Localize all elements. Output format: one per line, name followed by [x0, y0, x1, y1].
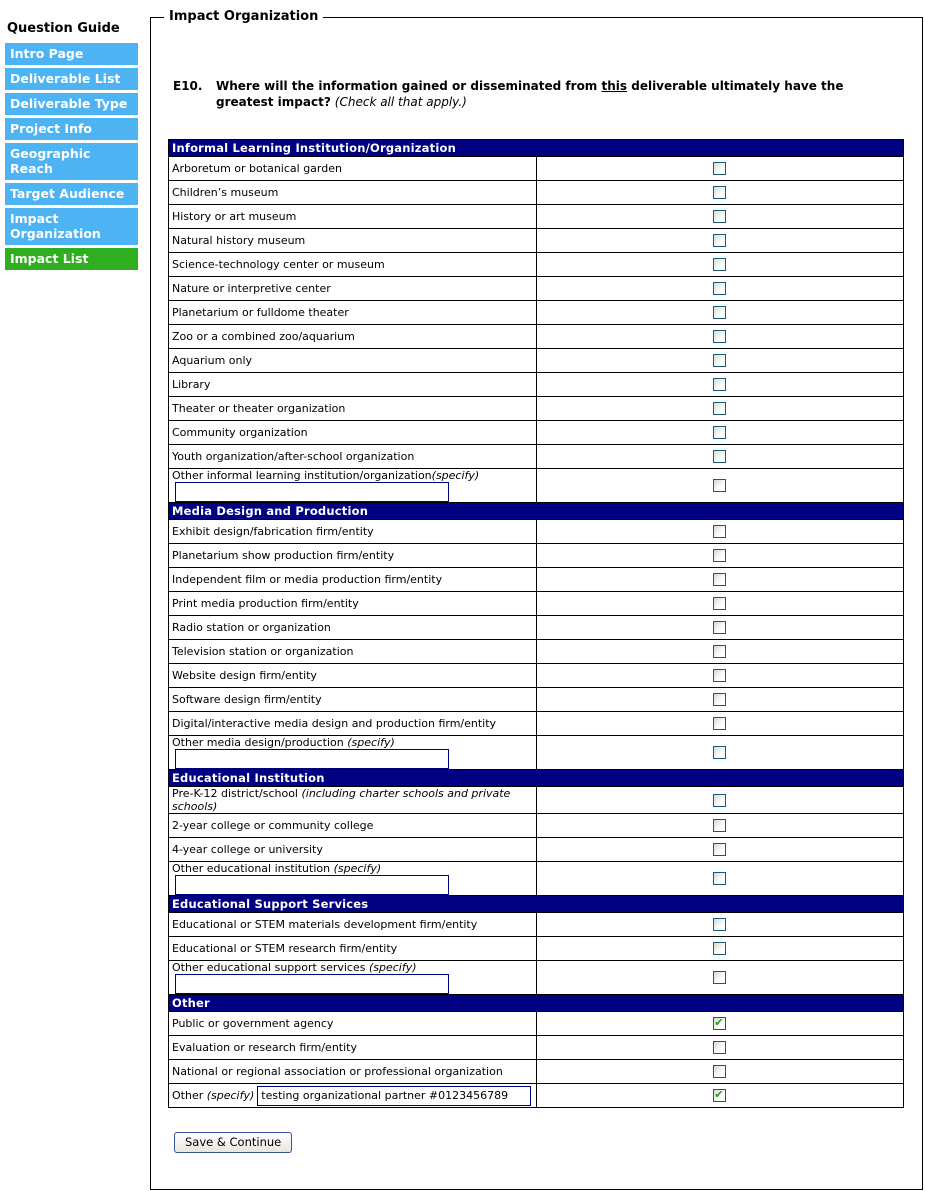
option-row: [169, 373, 904, 397]
checkbox-unchecked[interactable]: [713, 426, 726, 439]
option-label-cell: [169, 1036, 537, 1060]
option-checkbox-cell: [536, 1084, 904, 1108]
checkbox-unchecked[interactable]: [713, 402, 726, 415]
option-label: Planetarium show production firm/entity: [172, 549, 395, 562]
checkbox-unchecked[interactable]: [713, 354, 726, 367]
option-label: Pre-K-12 district/school: [172, 787, 298, 800]
option-label-cell: [169, 937, 537, 961]
option-checkbox-cell: [536, 520, 904, 544]
option-row: [169, 937, 904, 961]
sidebar-item-impact-list[interactable]: Impact List: [5, 248, 138, 270]
section-header: Informal Learning Institution/Organization: [169, 140, 904, 157]
option-checkbox-cell: [536, 913, 904, 937]
option-row: [169, 568, 904, 592]
option-checkbox-cell: [536, 1036, 904, 1060]
option-label-cell: [169, 712, 537, 736]
question-text: [216, 78, 894, 110]
option-row: [169, 229, 904, 253]
option-checkbox-cell: [536, 688, 904, 712]
option-label-cell: [169, 205, 537, 229]
option-label: Exhibit design/fabrication firm/entity: [172, 525, 374, 538]
option-checkbox-cell: [536, 814, 904, 838]
option-label-cell: [169, 814, 537, 838]
option-label: Community organization: [172, 426, 308, 439]
specify-input[interactable]: [175, 974, 449, 994]
option-row: [169, 1036, 904, 1060]
option-checkbox-cell: [536, 445, 904, 469]
option-checkbox-cell: [536, 469, 904, 503]
option-checkbox-cell: [536, 664, 904, 688]
option-checkbox-cell: [536, 568, 904, 592]
option-label: 2-year college or community college: [172, 819, 374, 832]
specify-input[interactable]: [175, 875, 449, 895]
option-label-cell: [169, 229, 537, 253]
option-checkbox-cell: [536, 349, 904, 373]
option-checkbox-cell: [536, 838, 904, 862]
option-row: [169, 688, 904, 712]
checkbox-unchecked[interactable]: [713, 450, 726, 463]
option-label: Print media production firm/entity: [172, 597, 359, 610]
question-e10: [173, 78, 894, 110]
option-checkbox-cell: [536, 181, 904, 205]
option-label: 4-year college or university: [172, 843, 323, 856]
option-label-cell: [169, 1060, 537, 1084]
option-label: Evaluation or research firm/entity: [172, 1041, 357, 1054]
option-row: [169, 520, 904, 544]
sidebar-item-target-audience[interactable]: Target Audience: [5, 183, 138, 205]
option-label: Independent film or media production firm/entity: [172, 573, 443, 586]
checkbox-unchecked[interactable]: [713, 971, 726, 984]
option-checkbox-cell: [536, 544, 904, 568]
option-label: Natural history museum: [172, 234, 306, 247]
checkbox-unchecked[interactable]: [713, 746, 726, 759]
section-header-row: [169, 770, 904, 787]
section-header: Educational Institution: [169, 770, 904, 787]
option-row: [169, 445, 904, 469]
option-checkbox-cell: [536, 712, 904, 736]
option-label: Other: [172, 1088, 204, 1102]
question-instruction: (Check all that apply.): [334, 95, 467, 109]
option-label-cell: [169, 664, 537, 688]
option-label-cell: [169, 277, 537, 301]
option-checkbox-cell: [536, 157, 904, 181]
option-note: (specify): [330, 862, 382, 875]
option-label-cell: [169, 397, 537, 421]
option-label: Other educational support services: [172, 961, 366, 974]
option-label: Children’s museum: [172, 186, 279, 199]
sidebar-item-project-info[interactable]: Project Info: [5, 118, 138, 140]
checkbox-checked[interactable]: [713, 1089, 726, 1102]
option-row: [169, 913, 904, 937]
section-header-row: [169, 140, 904, 157]
option-label-cell: [169, 592, 537, 616]
sidebar-item-intro-page[interactable]: Intro Page: [5, 43, 138, 65]
question-guide-sidebar: [5, 21, 138, 273]
option-label-cell: [169, 862, 537, 896]
option-label: Software design firm/entity: [172, 693, 322, 706]
option-checkbox-cell: [536, 301, 904, 325]
option-label-cell: [169, 838, 537, 862]
option-checkbox-cell: [536, 397, 904, 421]
option-row: [169, 616, 904, 640]
question-text-before: Where will the information gained or disseminated from: [216, 79, 602, 93]
option-checkbox-cell: [536, 592, 904, 616]
section-header-row: [169, 896, 904, 913]
option-checkbox-cell: [536, 616, 904, 640]
checkbox-unchecked[interactable]: [713, 918, 726, 931]
checkbox-unchecked[interactable]: [713, 330, 726, 343]
checkbox-unchecked[interactable]: [713, 525, 726, 538]
option-label: Theater or theater organization: [172, 402, 346, 415]
checkbox-unchecked[interactable]: [713, 819, 726, 832]
option-label: History or art museum: [172, 210, 297, 223]
section-header-row: [169, 503, 904, 520]
option-row: [169, 1084, 904, 1108]
save-continue-button[interactable]: Save & Continue: [174, 1132, 292, 1153]
option-label: Zoo or a combined zoo/aquarium: [172, 330, 355, 343]
option-row: [169, 325, 904, 349]
checkbox-unchecked[interactable]: [713, 234, 726, 247]
option-label: Library: [172, 378, 211, 391]
option-checkbox-cell: [536, 421, 904, 445]
option-row: [169, 814, 904, 838]
checkbox-unchecked[interactable]: [713, 942, 726, 955]
option-checkbox-cell: [536, 736, 904, 770]
option-label-cell: [169, 325, 537, 349]
option-label-cell: [169, 157, 537, 181]
checkbox-unchecked[interactable]: [713, 258, 726, 271]
option-label: Television station or organization: [172, 645, 354, 658]
option-note: (specify): [431, 469, 480, 482]
checkbox-unchecked[interactable]: [713, 306, 726, 319]
section-header-row: [169, 995, 904, 1012]
option-label-cell: [169, 1012, 537, 1036]
sidebar-nav: [5, 43, 138, 270]
option-label: Nature or interpretive center: [172, 282, 331, 295]
checkbox-unchecked[interactable]: [713, 693, 726, 706]
sidebar-item-deliverable-type[interactable]: Deliverable Type: [5, 93, 138, 115]
option-label-cell: [169, 421, 537, 445]
option-row: [169, 664, 904, 688]
checkbox-unchecked[interactable]: [713, 597, 726, 610]
option-checkbox-cell: [536, 277, 904, 301]
option-label-cell: [169, 301, 537, 325]
option-label-cell: [169, 253, 537, 277]
section-header: Educational Support Services: [169, 896, 904, 913]
option-row: [169, 349, 904, 373]
checkbox-unchecked[interactable]: [713, 1065, 726, 1078]
option-label-cell: [169, 469, 537, 503]
impact-table-body: [169, 140, 904, 1108]
option-label-cell: [169, 688, 537, 712]
option-row: [169, 1060, 904, 1084]
option-row: [169, 592, 904, 616]
question-text-after: deliverable ultimately have the greatest impact?: [216, 79, 844, 109]
option-note: (specify): [343, 736, 395, 749]
option-checkbox-cell: [536, 253, 904, 277]
option-row: [169, 961, 904, 995]
option-note: (including charter schools and private schools): [172, 787, 511, 813]
impact-table: [168, 139, 904, 1108]
option-row: [169, 838, 904, 862]
sidebar-item-geographic-reach[interactable]: Geographic Reach: [5, 143, 138, 180]
option-row: [169, 397, 904, 421]
specify-input[interactable]: [257, 1086, 531, 1106]
checkbox-checked[interactable]: [713, 1017, 726, 1030]
checkbox-unchecked[interactable]: [713, 378, 726, 391]
option-label-cell: [169, 568, 537, 592]
option-row: [169, 469, 904, 503]
panel-legend: Impact Organization: [164, 9, 323, 24]
section-header: Media Design and Production: [169, 503, 904, 520]
option-label: Other informal learning institution/organization: [172, 469, 432, 482]
option-label: Other media design/production: [172, 736, 344, 749]
option-checkbox-cell: [536, 325, 904, 349]
checkbox-unchecked[interactable]: [713, 186, 726, 199]
option-checkbox-cell: [536, 787, 904, 814]
option-label: Youth organization/after-school organization: [172, 450, 415, 463]
option-label-cell: [169, 349, 537, 373]
option-row: [169, 421, 904, 445]
option-label-cell: [169, 616, 537, 640]
option-label: Aquarium only: [172, 354, 253, 367]
option-label: Arboretum or botanical garden: [172, 162, 342, 175]
sidebar-item-deliverable-list[interactable]: Deliverable List: [5, 68, 138, 90]
option-checkbox-cell: [536, 1012, 904, 1036]
question-number: E10.: [173, 79, 203, 93]
option-checkbox-cell: [536, 205, 904, 229]
option-checkbox-cell: [536, 229, 904, 253]
option-label-cell: [169, 544, 537, 568]
option-label: Science-technology center or museum: [172, 258, 385, 271]
option-label: Other educational institution: [172, 862, 331, 875]
option-label: Public or government agency: [172, 1017, 334, 1030]
option-label: National or regional association or professional organization: [172, 1065, 503, 1078]
impact-organization-panel: [150, 9, 923, 1190]
checkbox-unchecked[interactable]: [713, 794, 726, 807]
section-header: Other: [169, 995, 904, 1012]
option-row: [169, 787, 904, 814]
option-label-cell: [169, 181, 537, 205]
option-label: Website design firm/entity: [172, 669, 317, 682]
option-row: [169, 712, 904, 736]
option-label: Planetarium or fulldome theater: [172, 306, 349, 319]
checkbox-unchecked[interactable]: [713, 669, 726, 682]
option-row: [169, 181, 904, 205]
option-row: [169, 736, 904, 770]
option-row: [169, 157, 904, 181]
option-label-cell: [169, 520, 537, 544]
option-label-cell: [169, 1084, 537, 1108]
option-checkbox-cell: [536, 937, 904, 961]
option-label-cell: [169, 736, 537, 770]
option-label-cell: [169, 787, 537, 814]
checkbox-unchecked[interactable]: [713, 162, 726, 175]
option-label-cell: [169, 961, 537, 995]
checkbox-unchecked[interactable]: [713, 573, 726, 586]
option-checkbox-cell: [536, 1060, 904, 1084]
option-note: (specify): [365, 961, 417, 974]
option-checkbox-cell: [536, 640, 904, 664]
specify-input[interactable]: [175, 482, 449, 502]
checkbox-unchecked[interactable]: [713, 621, 726, 634]
sidebar-item-impact-organization[interactable]: Impact Organization: [5, 208, 138, 245]
option-note: (specify): [203, 1088, 255, 1102]
option-label: Radio station or organization: [172, 621, 331, 634]
option-row: [169, 301, 904, 325]
option-label-cell: [169, 640, 537, 664]
option-label: Digital/interactive media design and production firm/entity: [172, 717, 497, 730]
sidebar-heading: Question Guide: [7, 21, 120, 36]
option-label: Educational or STEM materials development firm/entity: [172, 918, 478, 931]
checkbox-unchecked[interactable]: [713, 843, 726, 856]
question-underlined-word: this: [601, 79, 628, 93]
option-label-cell: [169, 373, 537, 397]
option-checkbox-cell: [536, 373, 904, 397]
option-label-cell: [169, 445, 537, 469]
checkbox-unchecked[interactable]: [713, 717, 726, 730]
option-label: Educational or STEM research firm/entity: [172, 942, 398, 955]
option-label-cell: [169, 913, 537, 937]
checkbox-unchecked[interactable]: [713, 645, 726, 658]
option-checkbox-cell: [536, 961, 904, 995]
option-checkbox-cell: [536, 862, 904, 896]
checkbox-unchecked[interactable]: [713, 479, 726, 492]
option-row: [169, 640, 904, 664]
checkbox-unchecked[interactable]: [713, 282, 726, 295]
checkbox-unchecked[interactable]: [713, 549, 726, 562]
option-row: [169, 205, 904, 229]
option-row: [169, 544, 904, 568]
specify-input[interactable]: [175, 749, 449, 769]
option-row: [169, 277, 904, 301]
checkbox-unchecked[interactable]: [713, 872, 726, 885]
checkbox-unchecked[interactable]: [713, 1041, 726, 1054]
option-row: [169, 862, 904, 896]
option-row: [169, 253, 904, 277]
option-row: [169, 1012, 904, 1036]
checkbox-unchecked[interactable]: [713, 210, 726, 223]
